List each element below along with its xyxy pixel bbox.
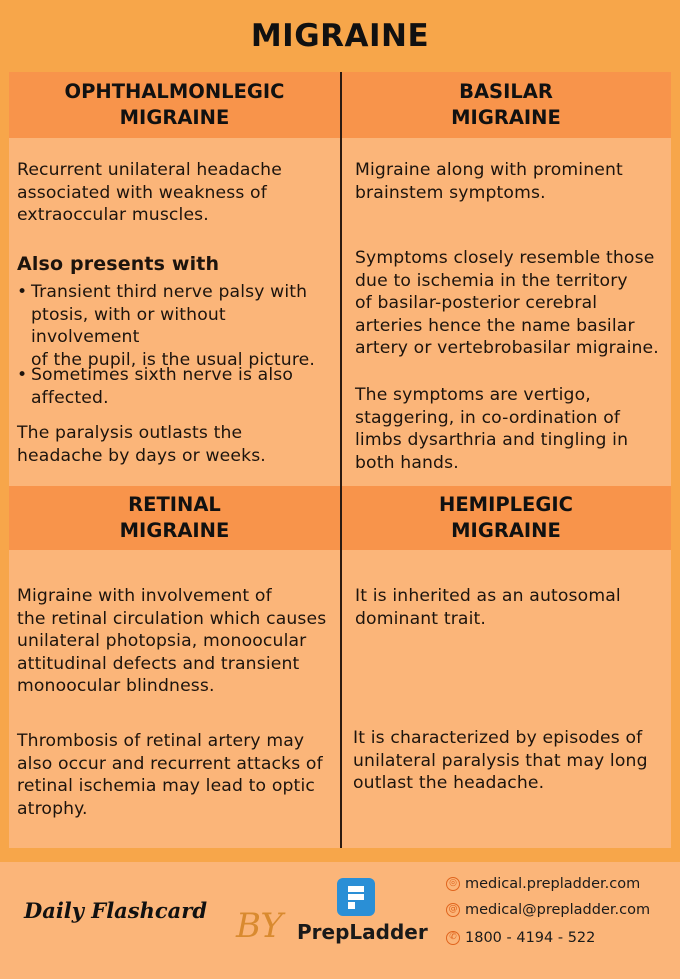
ophthalmoplegic-intro xyxy=(17,159,337,227)
text-line: monoocular blindness. xyxy=(17,676,215,696)
heading-basilar xyxy=(341,72,671,138)
hemiplegic-p1 xyxy=(355,585,671,630)
heading-retinal xyxy=(9,486,340,550)
retinal-p2 xyxy=(17,730,339,820)
text-line: limbs dysarthria and tingling in xyxy=(355,430,629,450)
heading-line: OPHTHALMONLEGIC xyxy=(64,80,285,103)
page-title: MIGRAINE xyxy=(250,18,430,54)
ophthalmoplegic-subheading: Also presents with xyxy=(17,253,220,275)
by-mark: BY xyxy=(236,906,283,946)
text-line: retinal ischemia may lead to optic xyxy=(17,776,315,796)
phone-text: 1800 - 4194 - 522 xyxy=(465,930,596,946)
text-line: ptosis, with or without involvement xyxy=(31,304,226,347)
website-text: medical.prepladder.com xyxy=(465,876,641,892)
text-line: The symptoms are vertigo, xyxy=(355,385,591,405)
text-line: extraoccular muscles. xyxy=(17,205,209,225)
text-line: brainstem symptoms. xyxy=(355,182,546,203)
text-line: both hands. xyxy=(355,452,459,473)
text-line: atrophy. xyxy=(17,798,88,819)
text-line: arteries hence the name basilar xyxy=(355,315,635,336)
brand-name: PrepLadder xyxy=(297,920,428,944)
text-line: also occur and recurrent attacks of xyxy=(17,753,323,774)
heading-line: MIGRAINE xyxy=(119,519,230,542)
text-line: Transient third nerve palsy with xyxy=(31,282,308,302)
ophthalmoplegic-closing xyxy=(17,422,337,467)
bullet-dot: • xyxy=(17,282,28,302)
heading-hemiplegic xyxy=(341,486,671,550)
basilar-p2 xyxy=(355,247,675,360)
text-line: Migraine with involvement of xyxy=(17,586,272,606)
text-line: It is inherited as an autosomal xyxy=(355,586,621,606)
website-contact[interactable] xyxy=(446,876,640,892)
heading-line: MIGRAINE xyxy=(119,106,230,129)
column-divider xyxy=(340,72,342,848)
email-contact[interactable] xyxy=(446,902,650,918)
text-line: attitudinal defects and transient xyxy=(17,653,300,674)
text-line: Migraine along with prominent xyxy=(355,160,623,180)
heading-line: MIGRAINE xyxy=(451,519,561,542)
text-line: outlast the headache. xyxy=(353,773,545,793)
email-text: medical@prepladder.com xyxy=(465,902,651,918)
retinal-p1 xyxy=(17,585,339,698)
daily-flashcard-tagline: Daily Flashcard xyxy=(24,898,208,923)
heading-ophthalmoplegic xyxy=(9,72,340,138)
text-line: unilateral photopsia, monoocular xyxy=(17,631,307,651)
text-line: unilateral paralysis that may long xyxy=(353,750,648,771)
phone-icon: ✆ xyxy=(446,931,460,945)
prepladder-logo-icon xyxy=(337,878,375,916)
basilar-p1 xyxy=(355,159,671,204)
text-line: due to ischemia in the territory xyxy=(355,270,628,291)
text-line: The paralysis outlasts the xyxy=(17,423,243,443)
text-line: artery or vertebrobasilar migraine. xyxy=(355,338,659,358)
text-line: headache by days or weeks. xyxy=(17,445,266,466)
globe-icon: ◎ xyxy=(446,877,460,891)
text-line: of basilar-posterior cerebral xyxy=(355,293,598,313)
text-line: Sometimes sixth nerve is also xyxy=(31,365,294,385)
ophthalmoplegic-bullet xyxy=(17,281,339,371)
text-line: affected. xyxy=(31,387,109,408)
text-line: associated with weakness of xyxy=(17,182,267,203)
bullet-dot: • xyxy=(17,365,28,385)
text-line: the retinal circulation which causes xyxy=(17,608,327,629)
text-line: dominant trait. xyxy=(355,608,487,629)
phone-contact[interactable] xyxy=(446,930,595,946)
text-line: Thrombosis of retinal artery may xyxy=(17,731,305,751)
text-line: staggering, in co-ordination of xyxy=(355,407,621,428)
heading-line: HEMIPLEGIC xyxy=(439,493,573,516)
basilar-p3 xyxy=(355,384,671,474)
heading-line: MIGRAINE xyxy=(451,106,561,129)
ophthalmoplegic-bullet xyxy=(17,364,339,409)
heading-line: RETINAL xyxy=(128,493,221,516)
text-line: It is characterized by episodes of xyxy=(353,728,643,748)
text-line: of the pupil, is the usual picture. xyxy=(31,349,316,370)
text-line: Symptoms closely resemble those xyxy=(355,248,655,268)
text-line: Recurrent unilateral headache xyxy=(17,160,282,180)
hemiplegic-p2 xyxy=(353,727,671,795)
heading-line: BASILAR xyxy=(459,80,553,103)
at-icon: @ xyxy=(446,903,460,917)
